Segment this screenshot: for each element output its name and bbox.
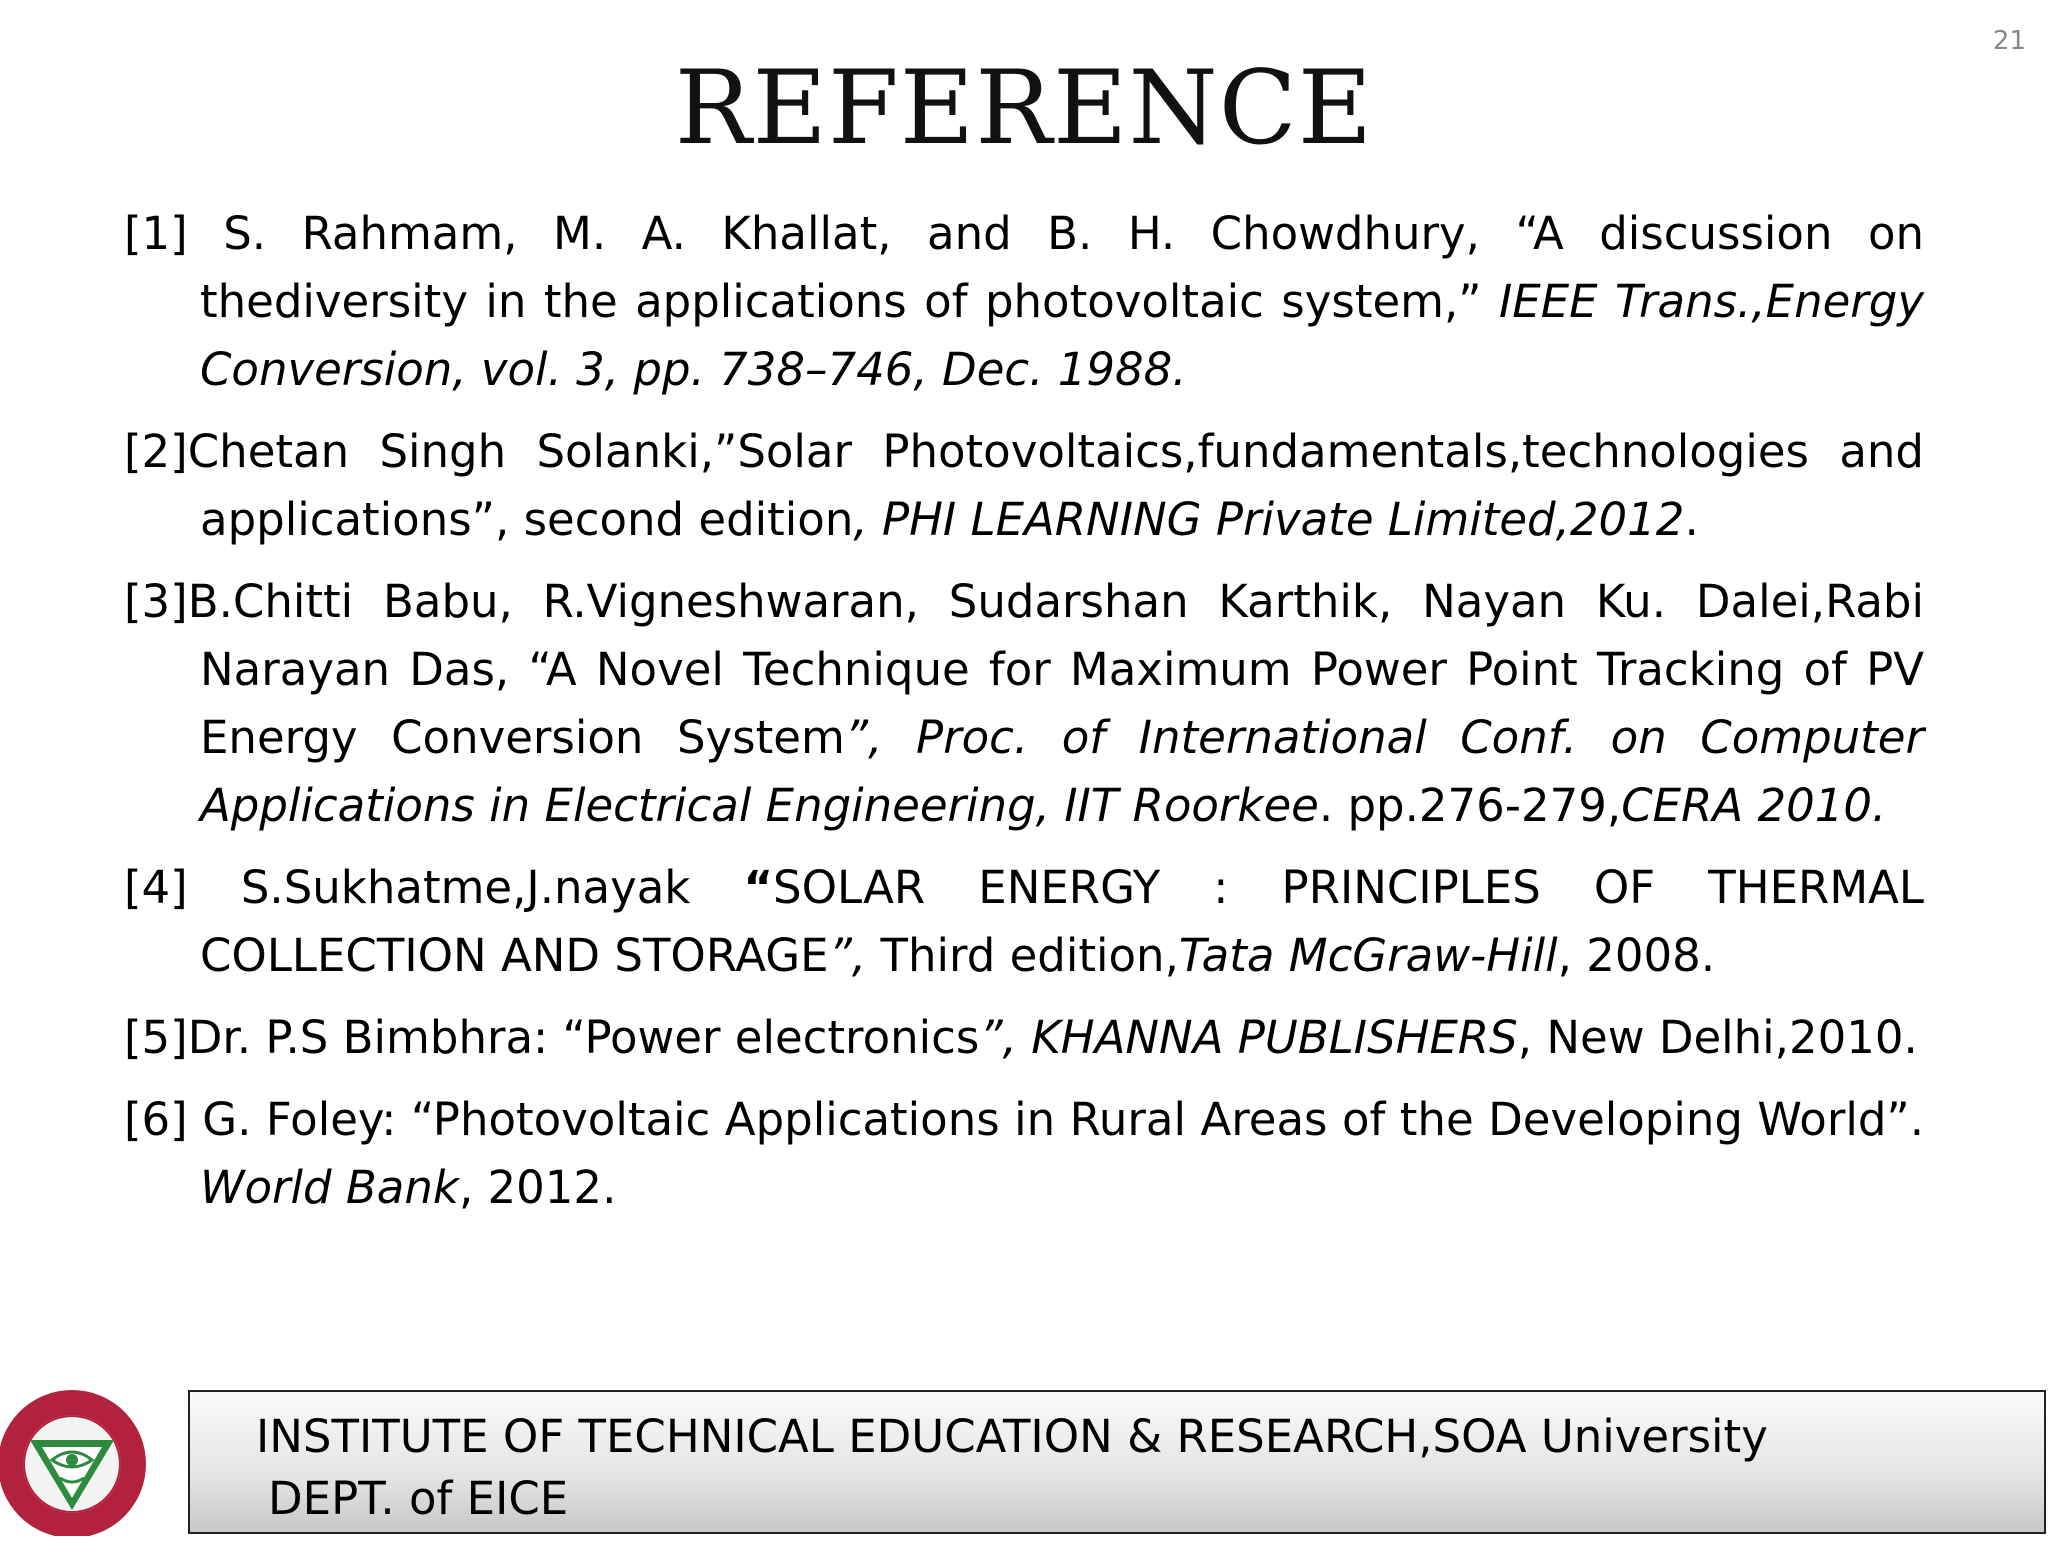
- reference-italic-text: ”,: [828, 929, 867, 982]
- reference-italic-text: Tata McGraw-Hill: [1178, 929, 1558, 982]
- reference-text: . pp.276-279,: [1318, 779, 1622, 832]
- reference-text: G. Foley: “Photovoltaic Applications in Rural Areas of the Developing World”.: [202, 1093, 1925, 1146]
- reference-text: SOLAR ENERGY : PRINCIPLES OF THERMAL COLLECTION AND STORAGE: [200, 861, 1924, 982]
- reference-label: [6]: [124, 1093, 203, 1146]
- reference-item: [124, 418, 1924, 554]
- footer-bar: [188, 1390, 2046, 1534]
- reference-item: [124, 854, 1924, 990]
- reference-item: [124, 1086, 1924, 1222]
- reference-list: [124, 200, 1924, 1236]
- reference-text: “: [743, 861, 774, 914]
- reference-italic-text: World Bank: [200, 1161, 459, 1214]
- reference-label: [5]: [124, 1011, 188, 1064]
- reference-item: [124, 1004, 1924, 1072]
- reference-italic-text: ”, Proc. of International Conf. on Computer Applications in Electrical Engineering, IIT Roorkee: [200, 711, 1924, 832]
- reference-text: , 2008.: [1557, 929, 1716, 982]
- reference-italic-text: , PHI LEARNING Private Limited,2012: [853, 493, 1685, 546]
- reference-italic-text: IEEE Trans.,Energy Conversion, vol. 3, pp. 738–746, Dec. 1988.: [200, 275, 1924, 396]
- reference-text: Chetan Singh Solanki,”Solar Photovoltaics,fundamentals,technologies and applications”, second edition: [187, 425, 1924, 546]
- reference-item: [124, 568, 1924, 840]
- footer-department: DEPT. of EICE: [268, 1472, 569, 1525]
- university-seal-icon: [0, 1378, 190, 1536]
- page-title: REFERENCE: [674, 49, 1374, 168]
- reference-label: [3]: [124, 575, 188, 628]
- reference-italic-text: ”, KHANNA PUBLISHERS: [979, 1011, 1518, 1064]
- reference-text: B.Chitti Babu, R.Vigneshwaran, Sudarshan Karthik, Nayan Ku. Dalei,Rabi Narayan Das, “A Novel Technique for Maximum Power Point Tracking of PV Energy Conversion System: [187, 575, 1924, 764]
- reference-item: [124, 200, 1924, 404]
- reference-text: Third edition,: [866, 929, 1179, 982]
- reference-label: [1]: [124, 207, 224, 260]
- reference-text: , New Delhi,2010.: [1517, 1011, 1918, 1064]
- reference-label: [2]: [124, 425, 188, 478]
- reference-label: [4]: [124, 861, 241, 914]
- reference-text: S. Rahmam, M. A. Khallat, and B. H. Chowdhury, “A discussion on thediversity in the applications of photovoltaic system,”: [200, 207, 1924, 328]
- reference-italic-text: CERA 2010.: [1621, 779, 1887, 832]
- slide-number: 21: [1992, 26, 2026, 56]
- reference-text: Dr. P.S Bimbhra: “Power electronics: [187, 1011, 980, 1064]
- footer-institute: INSTITUTE OF TECHNICAL EDUCATION & RESEARCH,SOA University: [256, 1410, 1768, 1463]
- reference-text: S.Sukhatme,J.nayak: [240, 861, 744, 914]
- reference-text: , 2012.: [458, 1161, 617, 1214]
- reference-text: .: [1684, 493, 1699, 546]
